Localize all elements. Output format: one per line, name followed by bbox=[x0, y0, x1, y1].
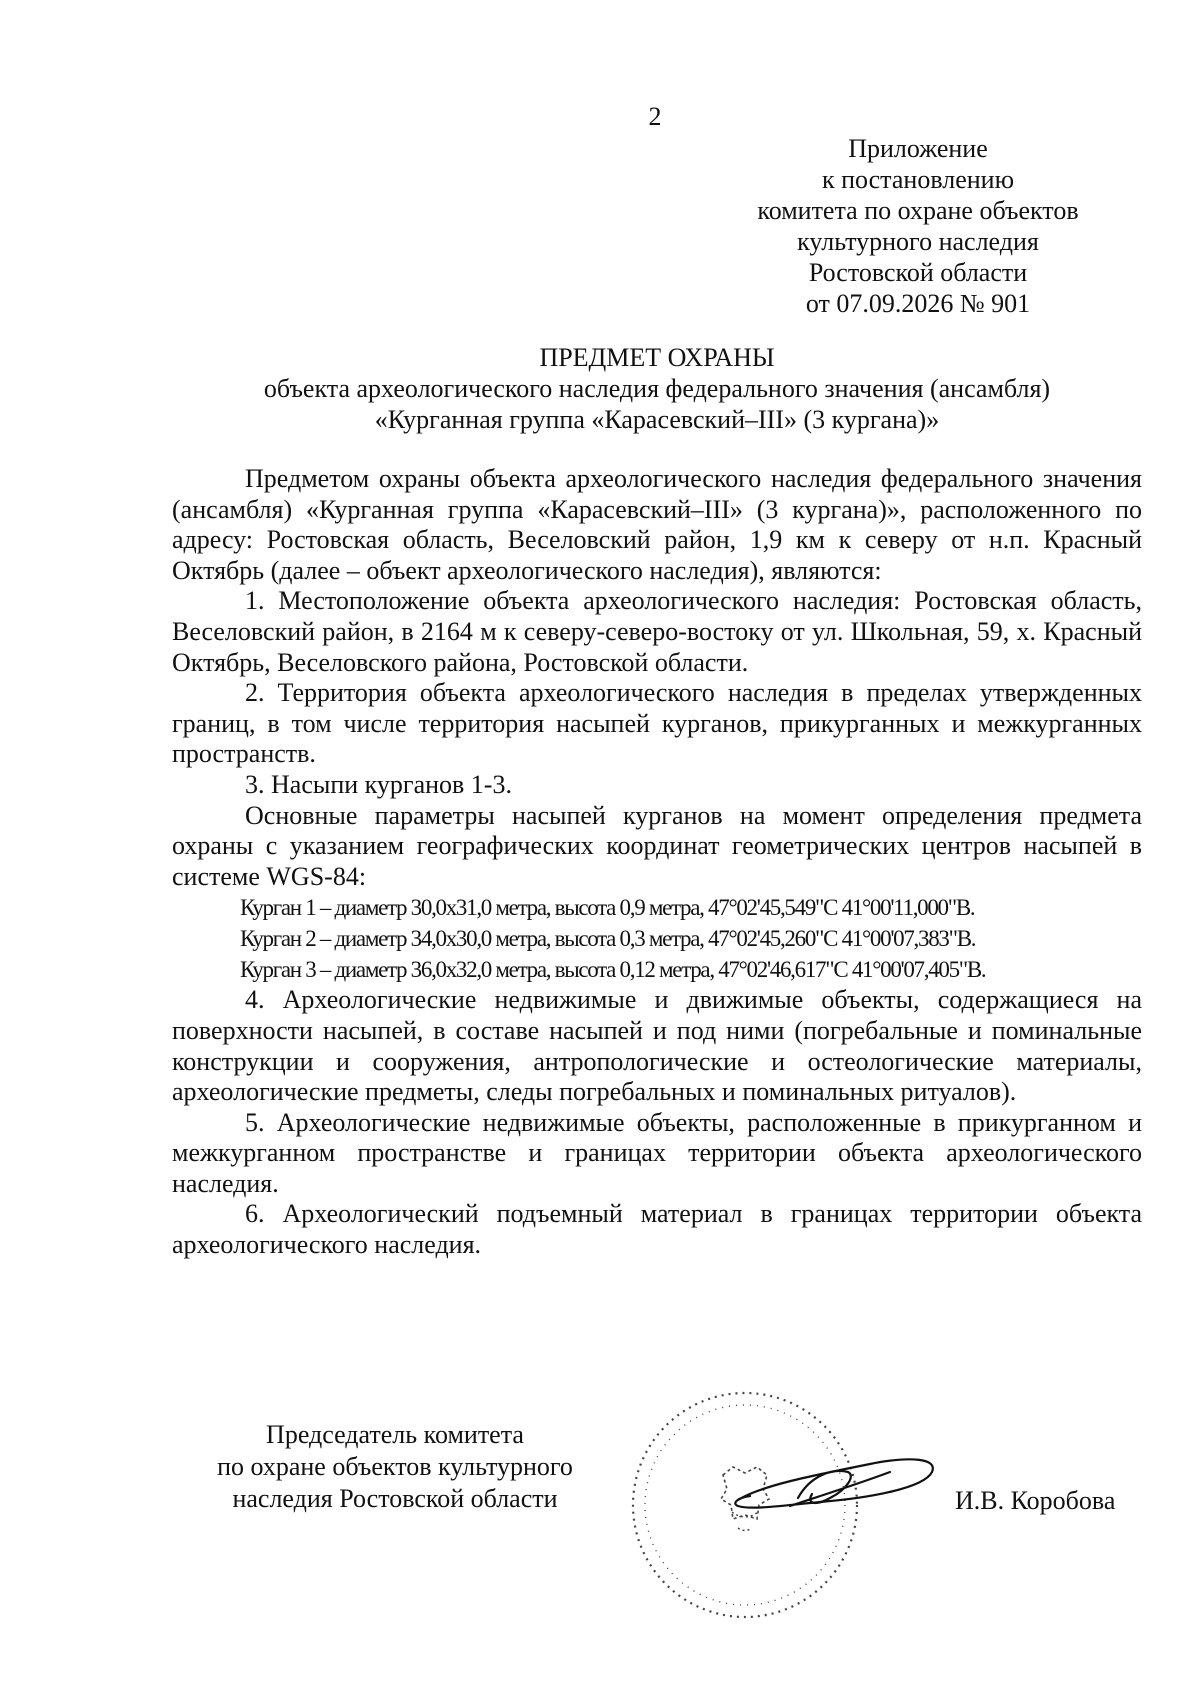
seal-emblem-detail bbox=[732, 1512, 758, 1531]
document-body bbox=[172, 464, 1142, 1261]
item-3-mounds: 3. Насыпи курганов 1-3. bbox=[245, 769, 512, 799]
title-subtitle: объекта археологического наследия федерального значения (ансамбля) bbox=[263, 374, 1051, 403]
appendix-date-number: от 07.09.2026 № 901 bbox=[805, 289, 1031, 318]
document-title bbox=[172, 342, 1142, 435]
signatory-position bbox=[170, 1419, 620, 1515]
signatory-position-line: Председатель комитета bbox=[266, 1420, 524, 1449]
appendix-line: комитета по охране объектов bbox=[757, 196, 1079, 225]
appendix-line: культурного наследия bbox=[797, 227, 1039, 256]
item-5-objects: 5. Археологические недвижимые объекты, расположенные в прикурганном и межкурганном пространстве и границах территории объекта археологического наследия. bbox=[172, 1107, 1142, 1198]
item-2-territory: 2. Территория объекта археологического наследия в пределах утвержденных границ, в том числе территория насыпей курганов, прикурганных и межкурганных пространств. bbox=[172, 678, 1142, 769]
appendix-line: к постановлению bbox=[821, 165, 1015, 194]
appendix-block bbox=[738, 133, 1098, 319]
kurgan-1-line: Курган 1 – диаметр 30,0х31,0 метра, высота 0,9 метра, 47°02'45,549"С 41°00'11,000"В. bbox=[240, 895, 975, 921]
kurgan-3-line: Курган 3 – диаметр 36,0х32,0 метра, высота 0,12 метра, 47°02'46,617"С 41°00'07,405"В. bbox=[240, 957, 986, 983]
appendix-line: Приложение bbox=[848, 134, 988, 163]
seal-outer-ring bbox=[633, 1393, 857, 1617]
signatory-position-line: наследия Ростовской области bbox=[232, 1484, 558, 1513]
page-number: 2 bbox=[648, 102, 662, 131]
item-1-location: 1. Местоположение объекта археологического наследия: Ростовская область, Веселовский район, в 2164 м к северу-северо-востоку от ул. Школьная, 59, х. Красный Октябрь, Веселовского района, Ростовской области. bbox=[172, 586, 1142, 677]
item-6-material: 6. Археологический подъемный материал в границах территории объекта археологического наследия. bbox=[172, 1199, 1142, 1260]
signatory-name: И.В. Коробова bbox=[955, 1486, 1116, 1515]
seal-inner-ring bbox=[645, 1405, 845, 1605]
item-4-objects: 4. Археологические недвижимые и движимые объекты, содержащиеся на поверхности насыпей, в составе насыпей и под ними (погребальные и поминальные конструкции и сооружения, антропологические и остеологические материалы, археологические предметы, следы погребальных и поминальных ритуалов). bbox=[172, 985, 1142, 1107]
appendix-line: Ростовской области bbox=[808, 258, 1028, 287]
title-object-name: «Курганная группа «Карасевский–III» (3 кургана)» bbox=[374, 405, 940, 434]
seal-emblem-icon bbox=[721, 1467, 769, 1519]
signatory-position-line: по охране объектов культурного bbox=[217, 1452, 573, 1481]
intro-paragraph: Предметом охраны объекта археологического наследия федерального значения (ансамбля) «Курганная группа «Карасевский–III» (3 кургана)», расположенного по адресу: Ростовская область, Веселовский район, 1,9 км к северу от н.п. Красный Октябрь (далее – объект археологического наследия), являются: bbox=[172, 464, 1142, 585]
params-paragraph: Основные параметры насыпей курганов на момент определения предмета охраны с указанием географических координат геометрических центров насыпей в системе WGS-84: bbox=[172, 800, 1142, 891]
title-heading: ПРЕДМЕТ ОХРАНЫ bbox=[539, 343, 775, 372]
seal-and-signature-icon bbox=[620, 1380, 950, 1630]
kurgan-2-line: Курган 2 – диаметр 34,0х30,0 метра, высота 0,3 метра, 47°02'45,260"С 41°00'07,383"В. bbox=[240, 926, 976, 952]
